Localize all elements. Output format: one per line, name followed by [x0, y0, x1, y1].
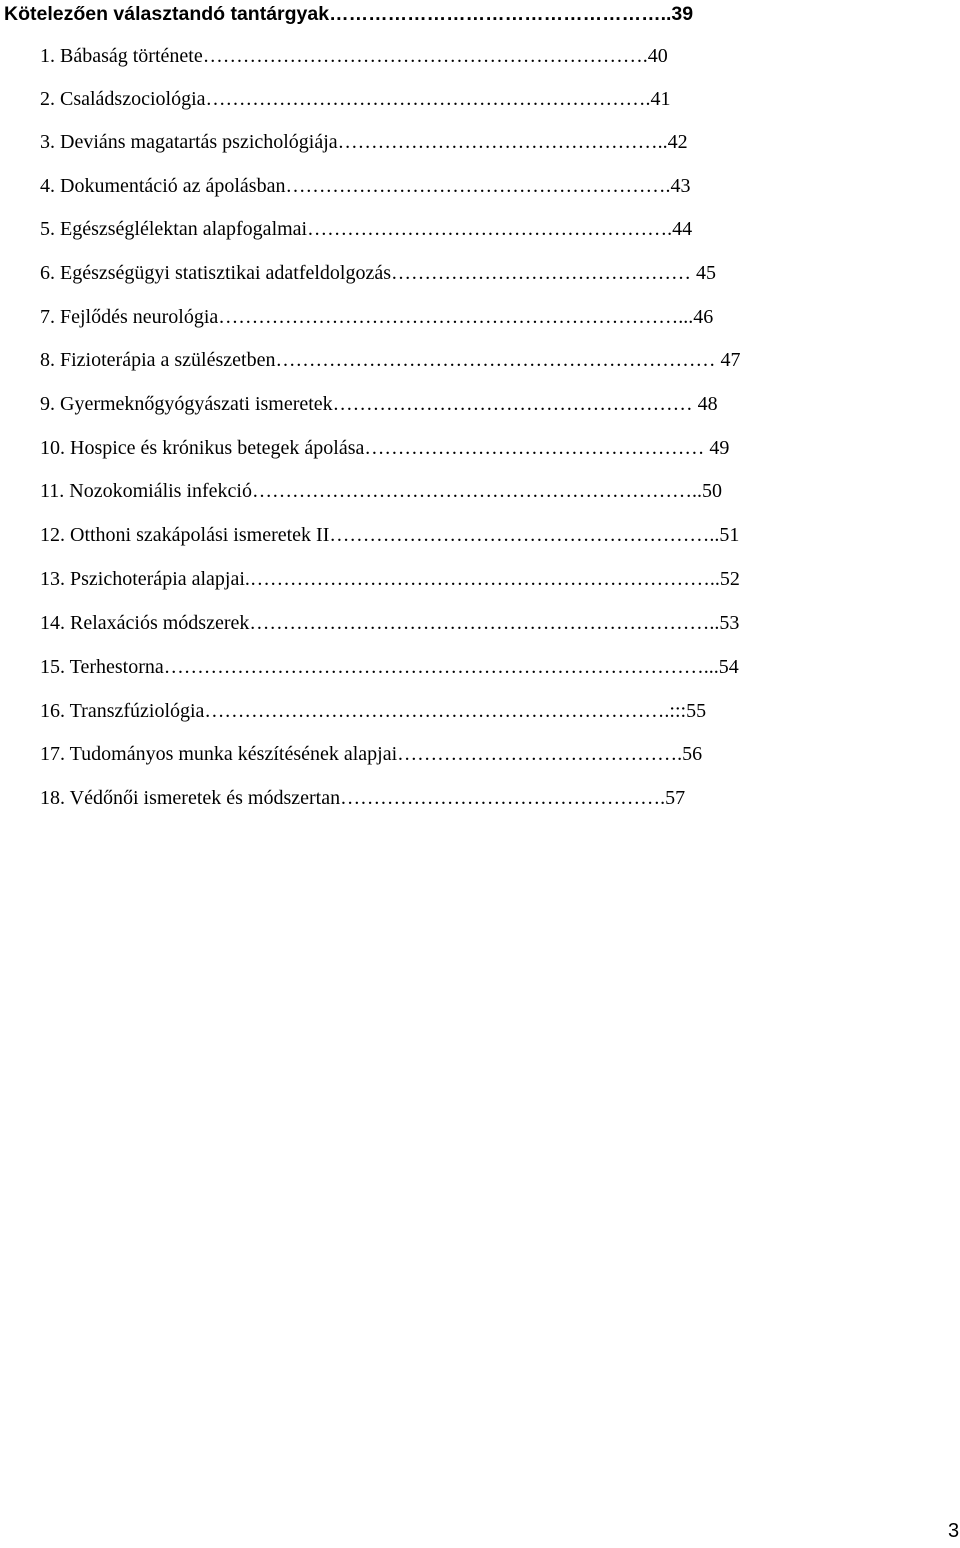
toc-entry: 5. Egészséglélektan alapfogalmai……………………………………………….44: [40, 218, 693, 240]
toc-entry: 4. Dokumentáció az ápolásban………………………………………………….43: [40, 175, 691, 197]
toc-entry: 6. Egészségügyi statisztikai adatfeldolgozás……………………………………… 45: [40, 262, 717, 284]
toc-entry: 1. Bábaság története………………………………………………………….40: [40, 45, 668, 67]
toc-entry: 17. Tudományos munka készítésének alapjai…………………………………….56: [40, 743, 703, 765]
toc-entry: 8. Fizioterápia a szülészetben………………………………………………………… 47: [40, 349, 741, 371]
toc-entry: 15. Terhestorna………………………………………………………………………...54: [40, 656, 739, 678]
toc-entry: 14. Relaxációs módszerek……………………………………………………………..53: [40, 612, 740, 634]
toc-heading: Kötelezően választandó tantárgyak……………………………………………..39: [4, 3, 694, 25]
toc-entry: 18. Védőnői ismeretek és módszertan………………………………………….57: [40, 787, 686, 809]
toc-entry: 16. Transzfúziológia…………………………………………………………….:::55: [40, 700, 707, 722]
toc-entry: 10. Hospice és krónikus betegek ápolása…………………………………………… 49: [40, 437, 730, 459]
toc-entry: 13. Pszichoterápia alapjai.……………………………………………………………..52: [40, 568, 740, 590]
page-number: 3: [948, 1520, 960, 1542]
toc-entry: 3. Deviáns magatartás pszichológiája…………………………………………..42: [40, 131, 688, 153]
toc-entry: 9. Gyermeknőgyógyászati ismeretek……………………………………………… 48: [40, 393, 718, 415]
toc-entry: 2. Családszociológia………………………………………………………….41: [40, 88, 671, 110]
toc-entry: 7. Fejlődés neurológia……………………………………………………………...46: [40, 306, 714, 328]
toc-entry: 11. Nozokomiális infekció…………………………………………………………..50: [40, 480, 722, 502]
toc-entry: 12. Otthoni szakápolási ismeretek II…………………………………………………..51: [40, 524, 740, 546]
